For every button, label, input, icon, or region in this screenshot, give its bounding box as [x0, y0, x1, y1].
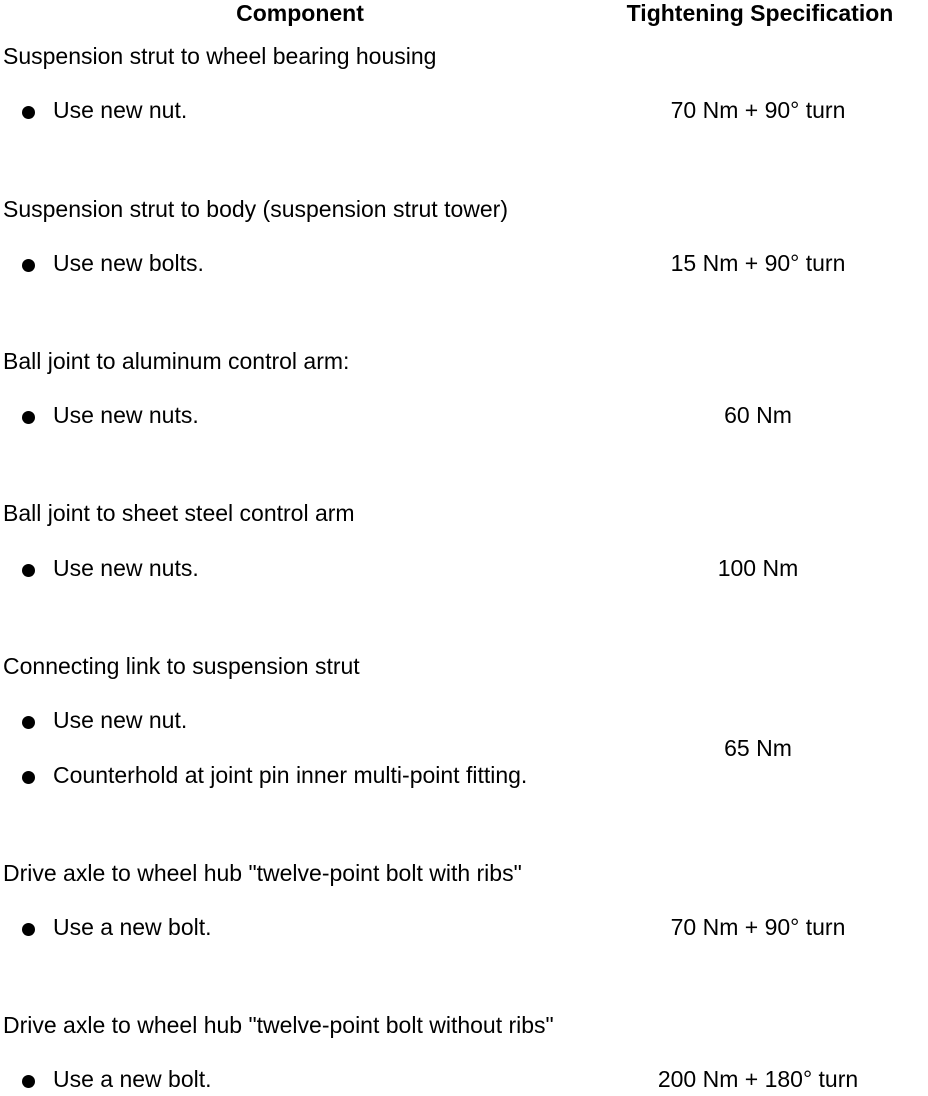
component-title: Ball joint to sheet steel control arm	[3, 500, 355, 526]
note-text: Use new nuts.	[53, 402, 199, 428]
component-title: Drive axle to wheel hub "twelve-point bolt with ribs"	[3, 860, 522, 886]
note-text: Use a new bolt.	[53, 914, 212, 940]
torque-spec: 70 Nm + 90° turn	[670, 914, 846, 940]
note-bullet	[0, 707, 600, 737]
note-bullet	[0, 762, 600, 792]
bullet-dot-icon	[22, 259, 35, 272]
bullet-dot-icon	[22, 923, 35, 936]
spec-row	[0, 1012, 928, 1094]
note-text: Use new nuts.	[53, 555, 199, 581]
bullet-dot-icon	[22, 716, 35, 729]
spec-row	[0, 860, 928, 970]
table-header	[0, 0, 928, 32]
note-bullet	[0, 1066, 600, 1096]
torque-spec: 60 Nm	[724, 402, 792, 428]
component-title: Suspension strut to body (suspension strut tower)	[3, 196, 508, 222]
note-bullet	[0, 97, 600, 127]
note-bullet	[0, 402, 600, 432]
bullet-dot-icon	[22, 564, 35, 577]
component-title: Drive axle to wheel hub "twelve-point bolt without ribs"	[3, 1012, 554, 1038]
note-bullet	[0, 250, 600, 280]
torque-spec: 200 Nm + 180° turn	[657, 1066, 859, 1092]
bullet-dot-icon	[22, 1075, 35, 1088]
note-bullet	[0, 555, 600, 585]
torque-spec: 70 Nm + 90° turn	[670, 97, 846, 123]
note-text: Use new nut.	[53, 707, 188, 733]
note-text: Use new bolts.	[53, 250, 204, 276]
torque-spec: 65 Nm	[724, 735, 792, 761]
spec-row	[0, 43, 928, 153]
spec-row	[0, 196, 928, 306]
note-text: Use a new bolt.	[53, 1066, 212, 1092]
bullet-dot-icon	[22, 411, 35, 424]
spec-column-header: Tightening Specification	[626, 0, 894, 26]
torque-spec: 15 Nm + 90° turn	[670, 250, 846, 276]
bullet-dot-icon	[22, 106, 35, 119]
component-title: Suspension strut to wheel bearing housing	[3, 43, 437, 69]
component-title: Connecting link to suspension strut	[3, 653, 360, 679]
note-text: Counterhold at joint pin inner multi-point fitting.	[53, 762, 528, 788]
torque-spec: 100 Nm	[717, 555, 799, 581]
component-column-header: Component	[236, 0, 364, 26]
spec-row	[0, 500, 928, 610]
note-text: Use new nut.	[53, 97, 188, 123]
note-bullet	[0, 914, 600, 944]
bullet-dot-icon	[22, 771, 35, 784]
component-title: Ball joint to aluminum control arm:	[3, 348, 350, 374]
spec-row	[0, 348, 928, 458]
spec-row	[0, 653, 928, 813]
